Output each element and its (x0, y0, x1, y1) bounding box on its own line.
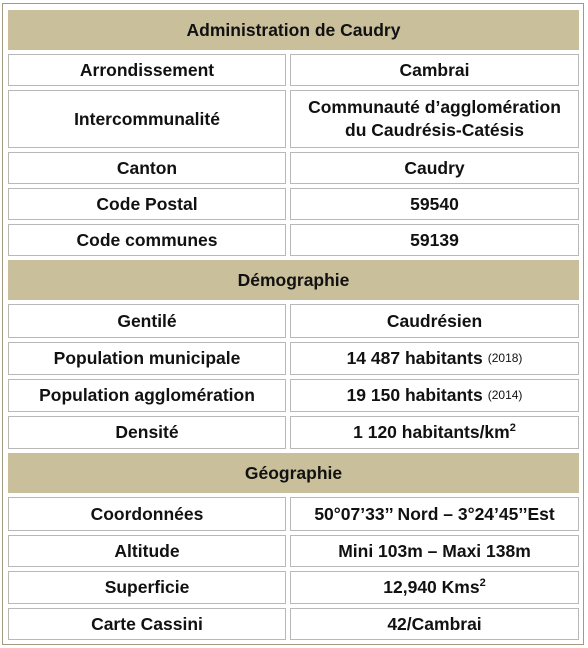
row-label: Superficie (104, 577, 190, 598)
label-intercommunalite (8, 90, 286, 148)
value-code-postal (290, 188, 579, 220)
label-canton (8, 152, 286, 184)
section-title: Géographie (244, 462, 343, 483)
row-label: Carte Cassini (91, 613, 203, 634)
label-gentile (8, 304, 286, 338)
label-superficie (8, 571, 286, 604)
section-title: Administration de Caudry (186, 19, 401, 40)
value-population-agglomeration (290, 379, 579, 412)
row-value: 59540 (410, 193, 459, 214)
row-label: Population municipale (53, 348, 241, 369)
row-label: Code Postal (96, 193, 198, 214)
row-value: 42/Cambrai (387, 613, 482, 634)
value-arrondissement (290, 54, 579, 86)
label-population-municipale (8, 342, 286, 375)
section-header-demographie (8, 260, 579, 300)
row-label: Altitude (114, 540, 180, 561)
value-population-municipale (290, 342, 579, 375)
section-title: Démographie (237, 269, 350, 290)
row-value: Caudrésien (386, 310, 483, 331)
row-label: Code communes (76, 229, 218, 250)
label-carte-cassini (8, 608, 286, 640)
label-code-postal (8, 188, 286, 220)
value-gentile (290, 304, 579, 338)
section-header-administration (8, 10, 579, 50)
year-note: (2018) (487, 350, 523, 365)
value-coordonnees (290, 497, 579, 531)
value-code-communes (290, 224, 579, 256)
row-value: Cambrai (399, 59, 470, 80)
info-table-frame (2, 3, 584, 645)
row-value: Communauté d’agglomération du Caudrésis-Catésis (308, 97, 561, 140)
superscript: 2 (509, 422, 516, 435)
label-population-agglomeration (8, 379, 286, 412)
row-value: 14 487 habitants (346, 348, 483, 369)
row-label: Canton (116, 157, 178, 178)
superscript: 2 (479, 577, 486, 590)
year-note: (2014) (487, 387, 523, 402)
label-arrondissement (8, 54, 286, 86)
row-value: Mini 103m – Maxi 138m (338, 540, 531, 561)
value-carte-cassini (290, 608, 579, 640)
row-label: Gentilé (117, 310, 177, 331)
row-value: Caudry (404, 157, 465, 178)
section-header-geographie (8, 453, 579, 493)
value-canton (290, 152, 579, 184)
row-value: 12,940 Kms (383, 577, 480, 598)
row-value: 50°07’33’’ Nord – 3°24’45’’Est (314, 503, 555, 524)
label-coordonnees (8, 497, 286, 531)
row-value: 19 150 habitants (346, 385, 483, 406)
label-altitude (8, 535, 286, 567)
label-densite (8, 416, 286, 449)
value-densite (290, 416, 579, 449)
value-superficie (290, 571, 579, 604)
row-value: 1 120 habitants/km (353, 422, 510, 443)
label-code-communes (8, 224, 286, 256)
value-altitude (290, 535, 579, 567)
row-value: 59139 (410, 229, 459, 250)
row-label: Intercommunalité (74, 108, 220, 129)
value-intercommunalite (290, 90, 579, 148)
row-label: Densité (115, 422, 179, 443)
row-label: Arrondissement (79, 59, 215, 80)
row-label: Coordonnées (90, 503, 204, 524)
row-label: Population agglomération (39, 385, 255, 406)
